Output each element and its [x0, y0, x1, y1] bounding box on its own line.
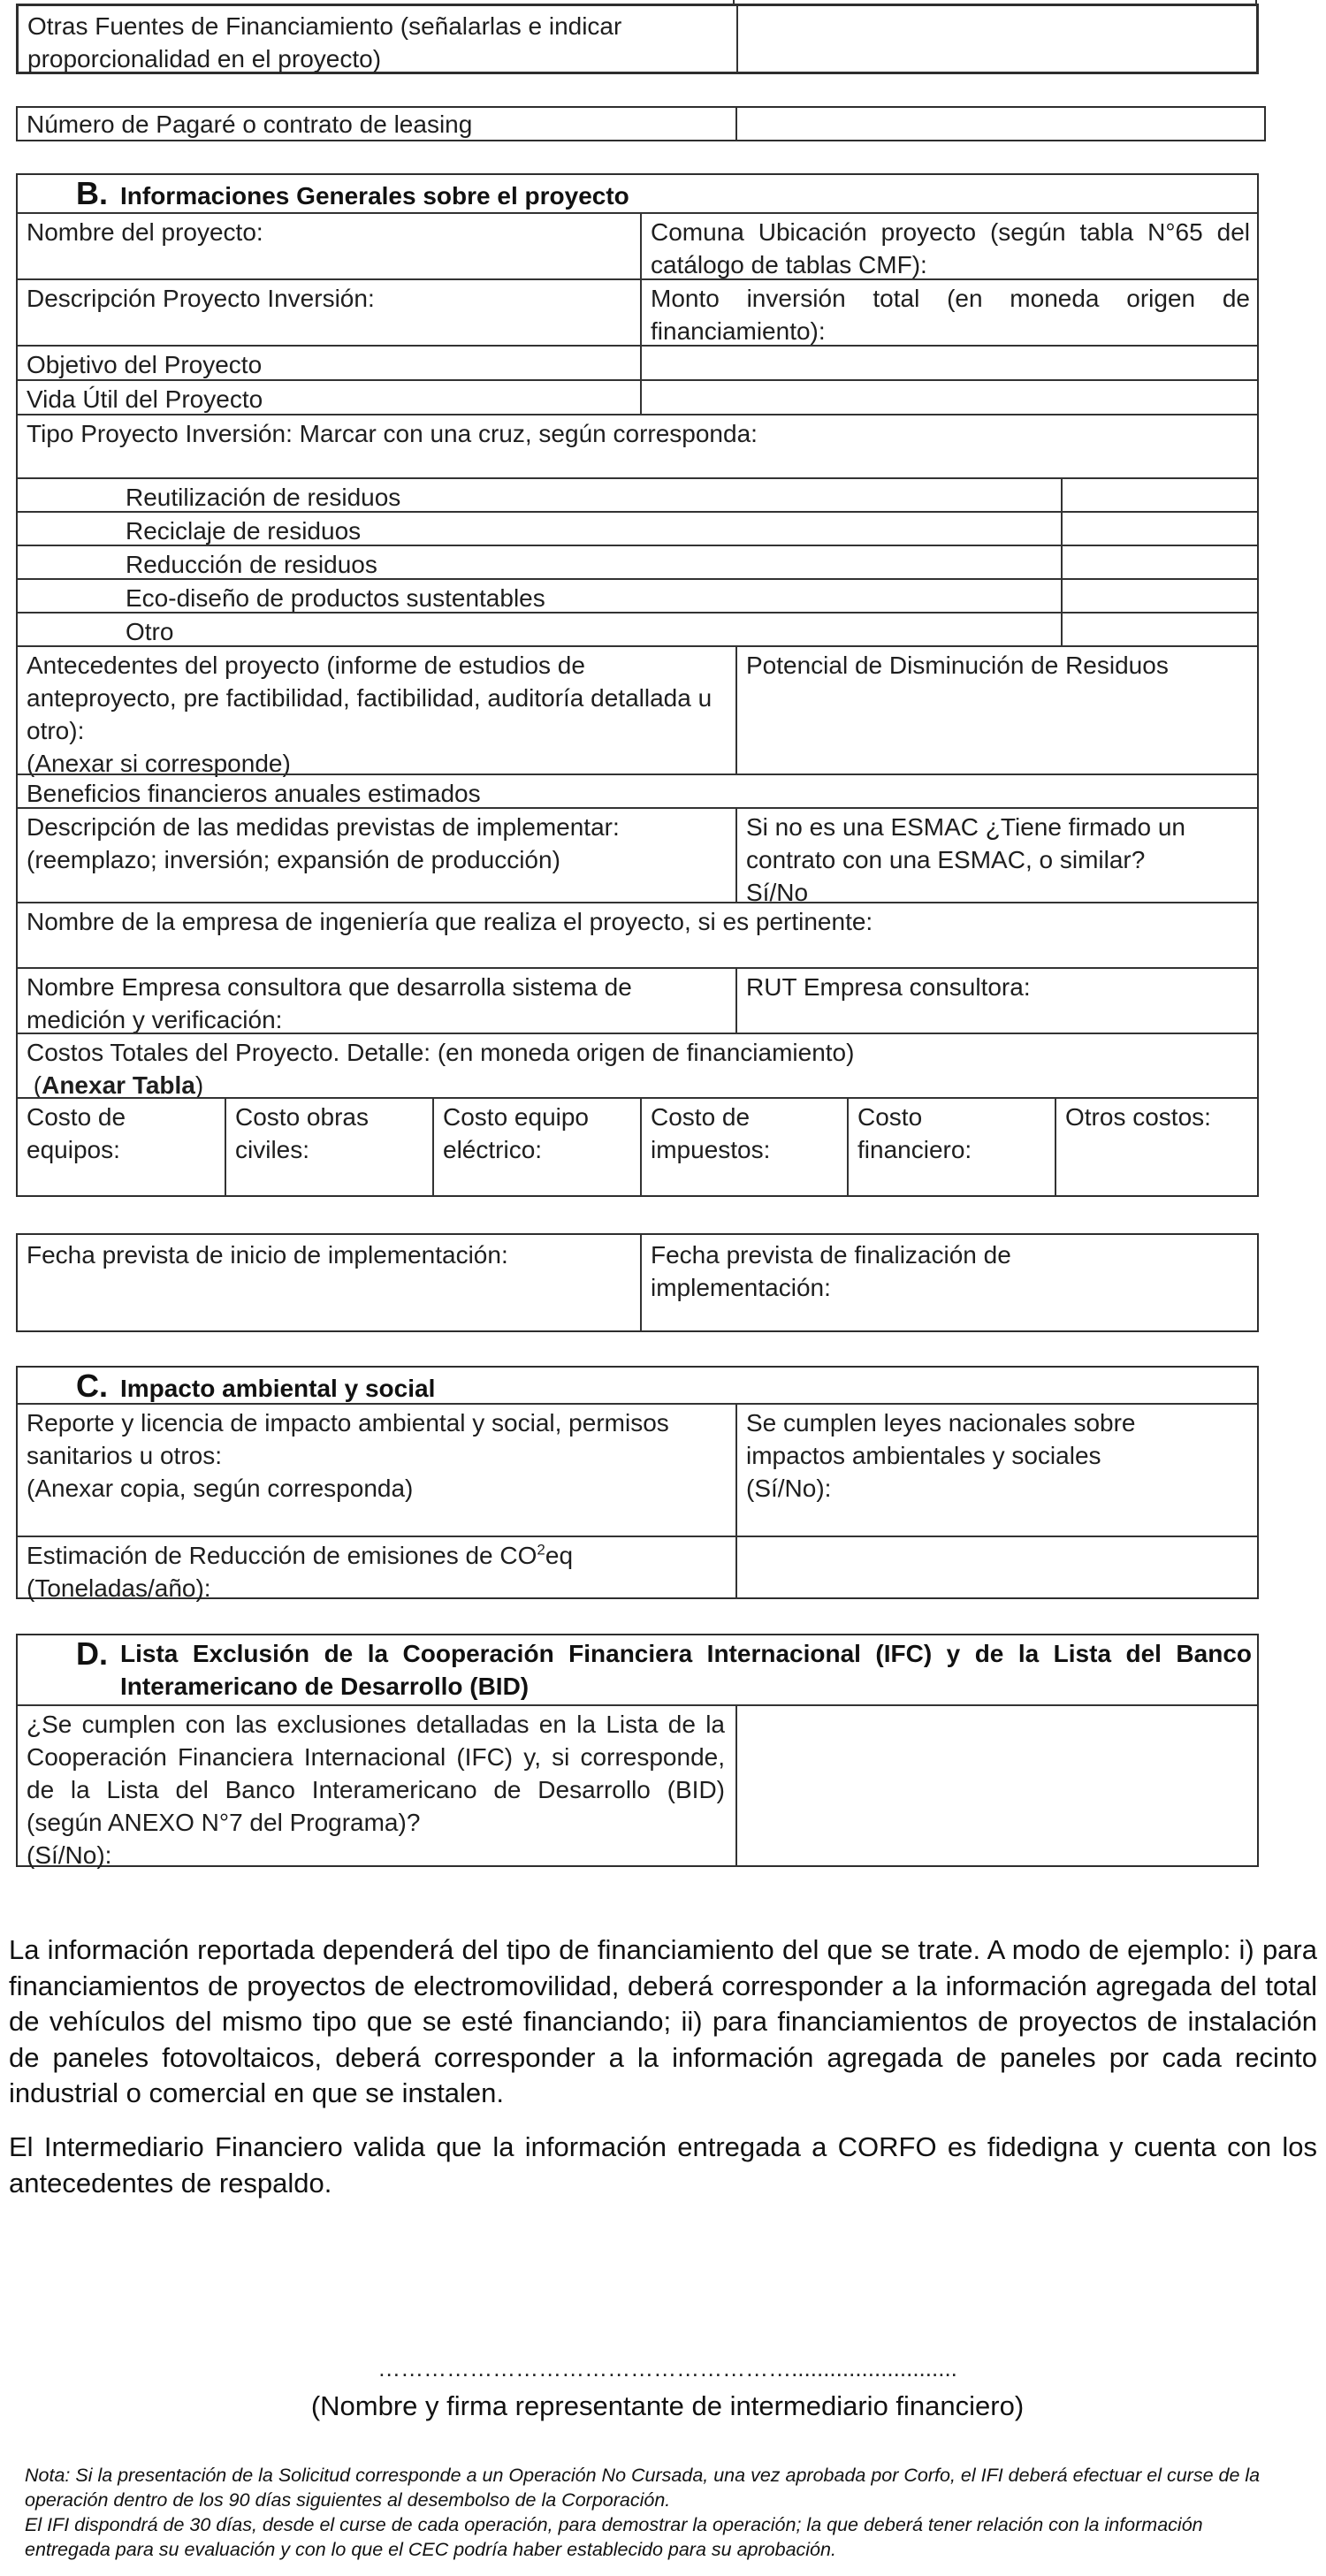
antecedentes-label[interactable]: Antecedentes del proyecto (informe de estudios de anteproyecto, pre factibilidad, factibilidad, auditoría detallada u otro): (Anexar si corresponde) [27, 652, 713, 777]
pagare-label: Número de Pagaré o contrato de leasing [27, 111, 473, 138]
costo-obras-civiles-cell[interactable]: Costo obras civiles: [235, 1103, 369, 1163]
exclusiones-answer[interactable] [737, 1706, 1257, 1865]
emisiones-co2-input[interactable] [737, 1537, 1257, 1597]
costo-impuestos-cell[interactable]: Costo de impuestos: [651, 1103, 771, 1163]
tipo-option-label: Eco-diseño de productos sustentables [126, 584, 545, 612]
tipo-option-checkbox[interactable] [1063, 479, 1257, 511]
costo-equipos-cell[interactable]: Costo de equipos: [27, 1103, 126, 1163]
section-b-title: B. Informaciones Generales sobre el proyecto [76, 175, 629, 211]
otras-fuentes-label: Otras Fuentes de Financiamiento (señalarlas e indicar proporcionalidad en el proyecto) [27, 12, 622, 72]
otros-costos-cell[interactable]: Otros costos: [1065, 1103, 1211, 1131]
tipo-option-row [18, 614, 1257, 647]
tipo-option-checkbox[interactable] [1063, 513, 1257, 545]
costo-financiero-cell[interactable]: Costo financiero: [857, 1103, 972, 1163]
tipo-option-checkbox[interactable] [1063, 614, 1257, 645]
footnote: Nota: Si la presentación de la Solicitud corresponde a un Operación No Cursada, una vez aprobada por Corfo, el IFI deberá efectuar el curse de la operación dentro de los 90 días siguientes al desembolso de la Corporación. El IFI dispondrá de 30 días, desde el curse de cada operación, para demostrar la operación; la que deberá tener relación con la información entregada para su evaluación y con lo que el CEC podría haber establecido para su aprobación. [25, 2465, 1261, 2560]
rut-consultora-label[interactable]: RUT Empresa consultora: [746, 973, 1031, 1001]
beneficios-label[interactable]: Beneficios financieros anuales estimados [27, 780, 481, 807]
tipo-option-label: Reciclaje de residuos [126, 517, 362, 545]
anexar-tabla-label: Anexar Tabla [42, 1071, 195, 1099]
pagare-input[interactable] [737, 108, 1264, 140]
tipo-option-checkbox[interactable] [1063, 546, 1257, 578]
tipo-option-row [18, 513, 1257, 546]
costos-totales-label: Costos Totales del Proyecto. Detalle: (en moneda origen de financiamiento) (Anexar Tabla) [27, 1039, 855, 1099]
section-c-table [16, 1366, 1259, 1602]
empresa-consultora-label[interactable]: Nombre Empresa consultora que desarrolla sistema de medición y verificación: [27, 973, 632, 1033]
info-paragraph: La información reportada dependerá del tipo de financiamiento del que se trate. A modo de ejemplo: i) para financiamientos de proyectos de electromovilidad, deberá corresponder a la información agregada del total de vehículos del mismo tipo que se esté financiando; ii) para financiamientos de proyectos de instalación de paneles fotovoltaicos, deberá corresponder a la información agregada de paneles por cada recinto industrial o comercial en que se instalen. [9, 1934, 1317, 2108]
tipo-option-label: Reducción de residuos [126, 551, 377, 578]
signature-label: (Nombre y firma representante de intermediario financiero) [310, 2390, 1025, 2421]
pagare-table [16, 106, 1266, 141]
reporte-impacto-label[interactable]: Reporte y licencia de impacto ambiental y social, permisos sanitarios u otros: (Anexar copia, según corresponda) [27, 1409, 669, 1502]
vida-util-label[interactable]: Vida Útil del Proyecto [27, 385, 263, 413]
empresa-ingenieria-label[interactable]: Nombre de la empresa de ingeniería que realiza el proyecto, si es pertinente: [27, 908, 873, 935]
monto-inversion-label[interactable]: Monto inversión total (en moneda origen de financiamiento): [651, 285, 1250, 345]
leyes-nacionales-label[interactable]: Se cumplen leyes nacionales sobre impactos ambientales y sociales (Sí/No): [746, 1409, 1136, 1502]
tipo-option-row [18, 479, 1257, 513]
costo-equipo-electrico-cell[interactable]: Costo equipo eléctrico: [443, 1103, 590, 1163]
esmac-label[interactable]: Si no es una ESMAC ¿Tiene firmado un contrato con una ESMAC, o similar? Sí/No [746, 813, 1185, 906]
otras-fuentes-input[interactable] [739, 6, 1256, 72]
emisiones-co2-label: Estimación de Reducción de emisiones de $CO^2eq$ (Toneladas/año): [27, 1541, 574, 1602]
nombre-proyecto-label[interactable]: Nombre del proyecto: [27, 218, 263, 246]
fecha-inicio-label[interactable]: Fecha prevista de inicio de implementación: [27, 1241, 508, 1269]
tipo-option-row [18, 546, 1257, 580]
section-d-table [16, 1634, 1259, 1867]
tipo-option-label: Reutilización de residuos [126, 484, 401, 511]
medidas-label[interactable]: Descripción de las medidas previstas de implementar: (reemplazo; inversión; expansión de producción) [27, 813, 620, 873]
section-d-title: D. Lista Exclusión de la Cooperación Financiera Internacional (IFC) y de la Lista del Banco Interamericano de Desarrollo (BID) [76, 1635, 1252, 1700]
tipo-proyecto-label: Tipo Proyecto Inversión: Marcar con una cruz, según corresponda: [27, 420, 758, 447]
signature-line[interactable]: ……………………………………………….......................... [377, 2355, 957, 2382]
validation-paragraph: El Intermediario Financiero valida que la información entregada a CORFO es fidedigna y cuenta con los antecedentes de respaldo. [9, 2131, 1317, 2199]
section-c-title: C. Impacto ambiental y social [76, 1368, 436, 1404]
potencial-disminucion-label[interactable]: Potencial de Disminución de Residuos [746, 652, 1169, 679]
descripcion-proyecto-label[interactable]: Descripción Proyecto Inversión: [27, 285, 375, 312]
otras-fuentes-table [16, 4, 1259, 74]
section-b-table [16, 173, 1259, 1197]
objetivo-proyecto-label[interactable]: Objetivo del Proyecto [27, 351, 263, 378]
exclusiones-question: ¿Se cumplen con las exclusiones detalladas en la Lista de la Cooperación Financiera Internacional (IFC) y, si corresponde, de la Lista del Banco Interamericano de Desarrollo (BID) (según ANEXO N°7 del Programa)? (Sí/No): [27, 1711, 725, 1869]
fechas-table [16, 1233, 1259, 1332]
tipo-option-row [18, 580, 1257, 614]
tipo-option-label: Otro [126, 618, 174, 645]
tipo-option-checkbox[interactable] [1063, 580, 1257, 612]
comuna-label[interactable]: Comuna Ubicación proyecto (según tabla N°65 del catálogo de tablas CMF): [651, 218, 1250, 278]
fecha-fin-label[interactable]: Fecha prevista de finalización de implementación: [651, 1241, 1011, 1301]
